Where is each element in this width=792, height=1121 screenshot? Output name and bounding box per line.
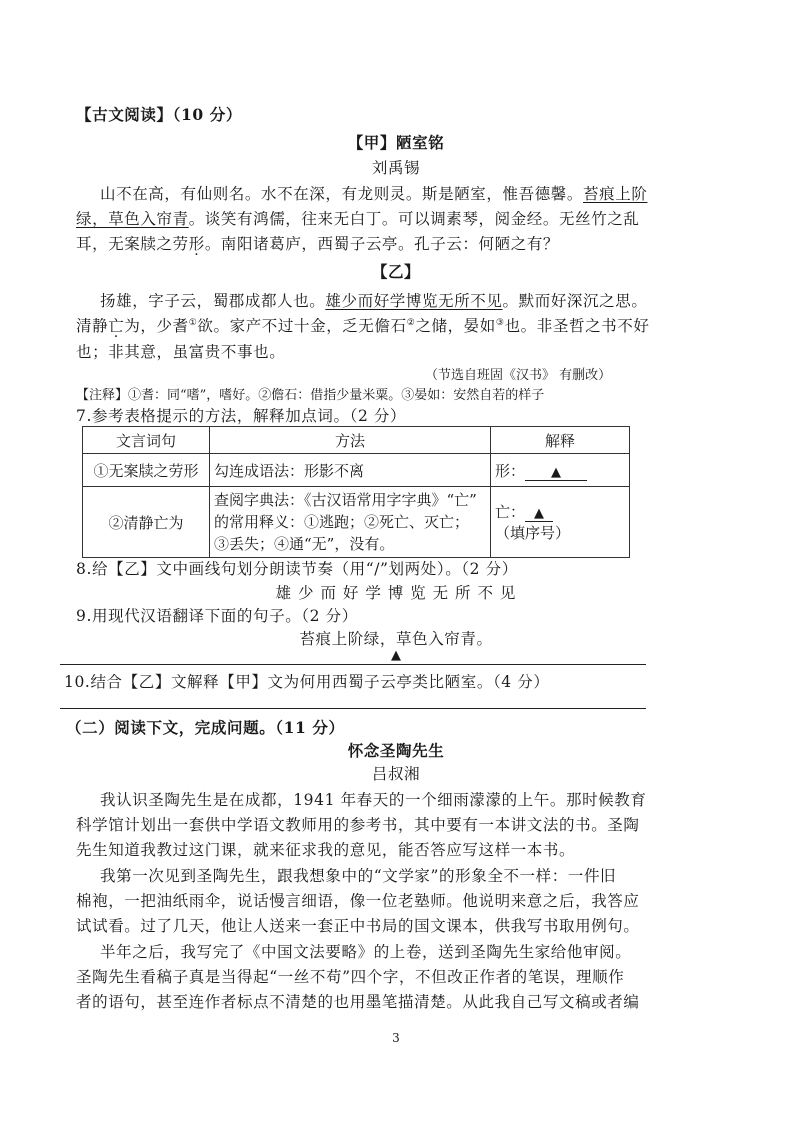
page-number: 3 xyxy=(392,1031,400,1045)
part2-p3-line1: 半年之后，我写完了《中国文法要略》的上卷，送到圣陶先生家给他审阅。 xyxy=(100,943,632,961)
q7-row2-phrase: ②清静亡为 xyxy=(83,487,210,558)
q7-row1-method: 勾连成语法：形影不离 xyxy=(210,454,491,487)
yi-title: 【乙】 xyxy=(371,262,421,281)
yi-line-3: 也；非其意，虽富贵不事也。 xyxy=(76,343,286,361)
part2-author: 吕叔湘 xyxy=(371,765,421,783)
q10-answer-line[interactable] xyxy=(60,708,646,709)
q7-row2-answer-cell: 亡： ▲（填序号） xyxy=(491,487,630,558)
note-mark-3: ③ xyxy=(495,317,505,328)
q7-header-phrase: 文言词句 xyxy=(83,427,210,454)
yi-line-2: 清静亡为，少耆①欲。家产不过十金，乏无儋石②之储，晏如③也。非圣哲之书不好 xyxy=(76,317,650,335)
jia-line-2: 绿，草色入帘青。谈笑有鸿儒，往来无白丁。可以调素琴，阅金经。无丝竹之乱 xyxy=(76,210,640,228)
yi-line-1: 扬雄，字子云，蜀郡成都人也。雄少而好学博览无所不见。默而好深沉之思。 xyxy=(100,292,648,310)
answer-triangle-icon: ▲ xyxy=(534,506,545,521)
q7-row1-phrase: ①无案牍之劳形 xyxy=(83,454,210,487)
q8-sentence: 雄 少 而 好 学 博 览 无 所 不 见 xyxy=(275,584,517,602)
jia-author: 刘禹锡 xyxy=(371,159,421,177)
jia-underlined-sentence-2: 绿，草色入帘青 xyxy=(76,210,189,228)
yi-underlined-sentence: 雄少而好学博览无所不见 xyxy=(325,292,503,310)
part2-p2-line1: 我第一次见到圣陶先生，跟我想象中的“文学家”的形象全不一样：一件旧 xyxy=(100,867,617,885)
q7-row2-method: 查阅字典法：《古汉语常用字字典》“亡” 的常用释义：①逃跑；②死亡、灭亡； ③丢失；④通“无”，没有。 xyxy=(210,487,491,558)
q9-sentence: 苔痕上阶绿，草色入帘青。 xyxy=(299,630,493,648)
note-mark-2: ② xyxy=(406,317,416,328)
q7-row1-answer-cell: 形： ▲ xyxy=(491,454,630,487)
q7-header-explain: 解释 xyxy=(491,427,630,454)
dotted-word-wang: 亡 xyxy=(108,317,125,335)
section-title: 【古文阅读】（10 分） xyxy=(76,105,242,124)
part2-p3-line2: 圣陶先生看稿子真是当得起“一丝不苟”四个字，不但改正作者的笔误，理顺作 xyxy=(76,968,625,986)
q9-stem: 9.用现代汉语翻译下面的句子。（2 分） xyxy=(76,607,358,625)
answer-triangle-icon: ▲ xyxy=(551,464,562,480)
part2-p2-line3: 试试看。过了几天，他让人送来一套正中书局的国文课本，供我写书取用例句。 xyxy=(76,917,640,935)
yi-source: （节选自班固《汉书》 有删改） xyxy=(425,368,612,383)
answer-triangle-icon: ▲ xyxy=(391,648,401,663)
part2-p1-line3: 先生知道我教过这门课，就来征求我的意见，能否答应写这样一本书。 xyxy=(76,841,576,859)
part2-p1-line1: 我认识圣陶先生是在成都，1941 年春天的一个细雨濛濛的上午。那时候教育 xyxy=(100,791,647,809)
note-mark-1: ① xyxy=(188,317,198,328)
part2-p1-line2: 科学馆计划出一套供中学语文教师用的参考书，其中要有一本讲文法的书。圣陶 xyxy=(76,816,640,834)
q8-stem: 8.给【乙】文中画线句划分朗读节奏（用“/”划两处）。（2 分） xyxy=(76,560,518,578)
jia-title: 【甲】陋室铭 xyxy=(347,133,445,152)
q10-stem: 10.结合【乙】文解释【甲】文为何用西蜀子云亭类比陋室。（4 分） xyxy=(64,673,550,691)
q7-stem: 7.参考表格提示的方法，解释加点词。（2 分） xyxy=(76,407,407,425)
q9-answer-line[interactable] xyxy=(60,664,646,665)
q7-row1-answer-blank[interactable] xyxy=(525,462,587,481)
dotted-word-xing: 形 xyxy=(188,235,205,253)
q7-header-method: 方法 xyxy=(210,427,491,454)
part2-p3-line3: 者的语句，甚至连作者标点不清楚的也用墨笔描清楚。从此我自己写文稿或者编 xyxy=(76,993,640,1011)
part2-title: 怀念圣陶先生 xyxy=(347,741,445,760)
part2-heading: （二）阅读下文，完成问题。（11 分） xyxy=(66,718,345,737)
jia-underlined-sentence-1: 苔痕上阶 xyxy=(583,185,648,203)
yi-notes: 【注释】①耆：同“嗜”，嗜好。②儋石：借指少量米粟。③晏如：安然自若的样子 xyxy=(76,388,545,403)
jia-line-3: 耳，无案牍之劳形。南阳诸葛庐，西蜀子云亭。孔子云：何陋之有？ xyxy=(76,235,560,253)
q7-table xyxy=(82,426,630,558)
jia-line-1: 山不在高，有仙则名。水不在深，有龙则灵。斯是陋室，惟吾德馨。苔痕上阶 xyxy=(100,185,648,203)
q7-row2-answer-blank[interactable] xyxy=(525,503,553,522)
part2-p2-line2: 棉袍，一把油纸雨伞，说话慢言细语，像一位老塾师。他说明来意之后，我答应 xyxy=(76,892,640,910)
